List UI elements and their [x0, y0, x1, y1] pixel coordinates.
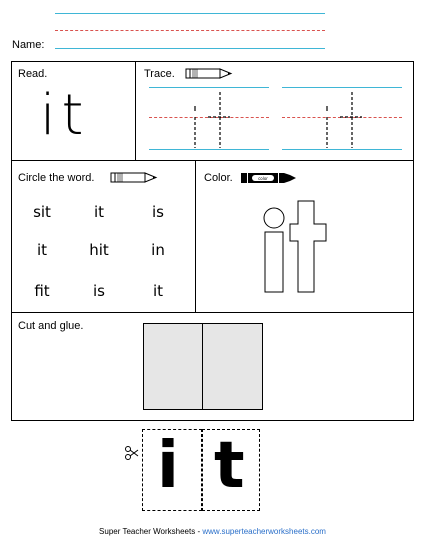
- divider-h1: [11, 160, 414, 161]
- name-field[interactable]: [55, 48, 325, 49]
- trace-title: Trace.: [144, 68, 175, 80]
- color-title: Color.: [204, 172, 233, 184]
- word-option[interactable]: it: [93, 203, 105, 221]
- cut-title: Cut and glue.: [18, 320, 84, 332]
- footer-brand: Super Teacher Worksheets -: [99, 527, 203, 536]
- word-option[interactable]: sit: [33, 203, 51, 221]
- svg-text:color: color: [258, 175, 268, 181]
- trace-line-top-1: [149, 87, 269, 88]
- name-label: Name:: [12, 39, 45, 51]
- cut-card-t[interactable]: [202, 429, 260, 511]
- cut-letter-i: i: [157, 429, 179, 503]
- footer: [0, 527, 425, 536]
- circle-title: Circle the word.: [18, 172, 95, 184]
- name-top-line: [55, 13, 325, 14]
- pencil-icon: [110, 172, 158, 183]
- read-word: it: [40, 83, 90, 148]
- word-option[interactable]: fit: [34, 282, 50, 300]
- word-option[interactable]: is: [93, 282, 105, 300]
- cut-letter-t: t: [214, 429, 245, 503]
- divider-v2: [195, 160, 196, 312]
- pencil-icon: [185, 68, 233, 79]
- trace-word-2[interactable]: [322, 90, 362, 150]
- trace-word-1[interactable]: [190, 90, 230, 150]
- divider-h2: [11, 312, 414, 313]
- word-option[interactable]: in: [151, 241, 165, 259]
- name-mid-line: [55, 30, 325, 31]
- footer-url[interactable]: www.superteacherworksheets.com: [202, 527, 326, 536]
- crayon-icon: [240, 172, 298, 184]
- read-title: Read.: [18, 68, 48, 80]
- cut-card-i[interactable]: [142, 429, 202, 511]
- word-option[interactable]: hit: [89, 241, 109, 259]
- glue-box[interactable]: [143, 323, 263, 410]
- trace-line-top-2: [282, 87, 402, 88]
- divider-v1: [135, 61, 136, 160]
- color-outline-word[interactable]: [260, 198, 335, 296]
- word-option[interactable]: is: [152, 203, 164, 221]
- glue-box-divider: [202, 324, 203, 409]
- scissors-icon: [124, 445, 140, 461]
- word-option[interactable]: it: [36, 241, 48, 259]
- word-option[interactable]: it: [152, 282, 164, 300]
